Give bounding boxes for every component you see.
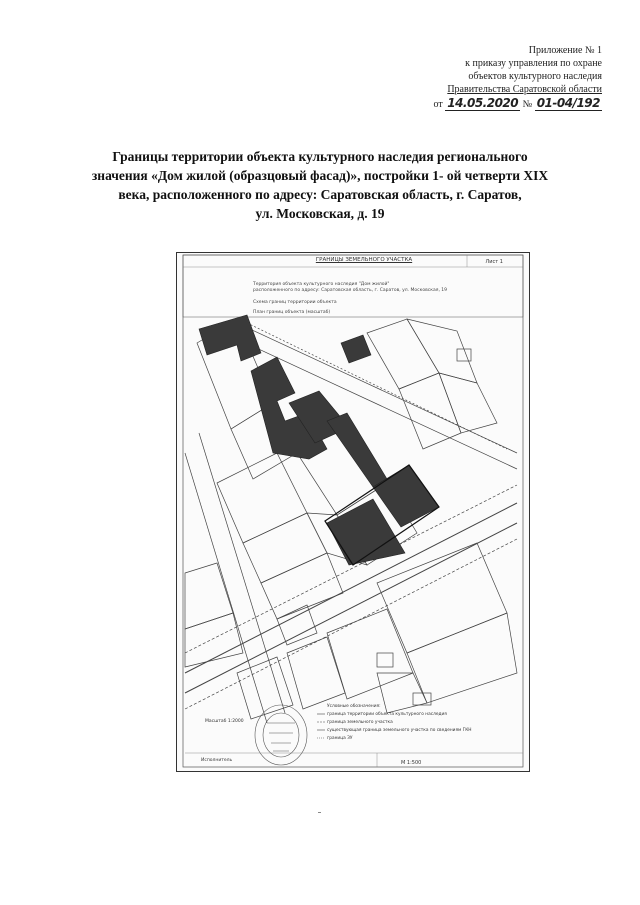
map-header-line-3: Схема границ территории объекта xyxy=(253,300,337,305)
heritage-object-buildings xyxy=(199,315,439,565)
map-legend xyxy=(327,703,527,743)
map-header-line-2: расположенного по адресу: Саратовская область, г. Саратов, ул. Московская, 19 xyxy=(253,288,448,293)
number-value: 01-04/192 xyxy=(536,96,600,110)
map-scale: М 1:500 xyxy=(401,760,422,766)
legend-swatches xyxy=(317,714,325,738)
legend-item: граница ЗУ xyxy=(327,736,353,741)
appendix-line-1: Приложение № 1 xyxy=(528,45,602,56)
page-mark xyxy=(318,812,321,813)
document-title xyxy=(60,147,580,223)
map-header-title: ГРАНИЦЫ ЗЕМЕЛЬНОГО УЧАСТКА xyxy=(315,257,413,263)
date-row xyxy=(382,97,602,111)
date-value: 14.05.2020 xyxy=(447,96,519,110)
title-line-2: значения «Дом жилой (образцовый фасад)», постройки 1- ой четверти XIX xyxy=(91,168,549,183)
title-line-4: ул. Московская, д. 19 xyxy=(255,206,385,221)
date-prefix: от xyxy=(433,99,443,110)
appendix-block xyxy=(382,44,602,111)
map-foot-note: Исполнитель xyxy=(201,758,233,763)
legend-item: существующая граница земельного участка по сведениям ГКН xyxy=(327,728,472,733)
map-header-line-1: Территория объекта культурного наследия "Дом жилой" xyxy=(253,282,390,287)
appendix-line-2: к приказу управления по охране xyxy=(465,58,602,69)
map-ref-note: Масштаб 1:2000 xyxy=(205,719,244,724)
title-line-1: Границы территории объекта культурного наследия регионального xyxy=(112,149,528,164)
cadastral-map xyxy=(177,253,531,773)
seal-stamp xyxy=(255,705,307,765)
appendix-line-4: Правительства Саратовской области xyxy=(447,84,602,95)
number-prefix: № xyxy=(522,99,533,110)
legend-item: Условные обозначения: xyxy=(327,704,381,709)
appendix-line-3: объектов культурного наследия xyxy=(468,71,602,82)
map-header-line-4: План границ объекта (масштаб) xyxy=(253,310,331,315)
map-sheet xyxy=(176,252,530,772)
legend-item: граница земельного участка xyxy=(327,720,393,725)
title-line-3: века, расположенного по адресу: Саратовская область, г. Саратов, xyxy=(118,187,522,202)
map-sheet-label: Лист 1 xyxy=(485,259,503,265)
legend-item: граница территории объекта культурного наследия xyxy=(327,712,447,717)
